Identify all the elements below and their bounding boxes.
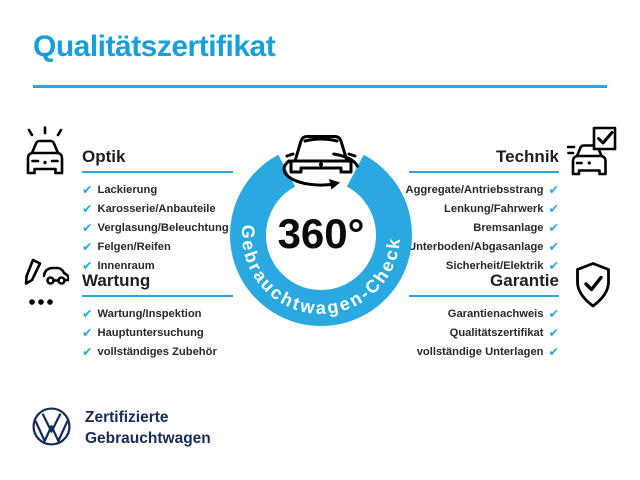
list-item-label: Lackierung [97, 183, 158, 196]
check-icon: ✔ [82, 325, 93, 340]
check-icon: ✔ [548, 344, 559, 359]
list-item [82, 323, 233, 342]
section-underline [82, 171, 233, 173]
section-underline [82, 295, 233, 297]
list-item-label: Bremsanlage [473, 221, 544, 234]
list-item-label: Felgen/Reifen [97, 240, 171, 253]
check-icon: ✔ [548, 182, 559, 197]
section-underline [409, 295, 559, 297]
list-item [82, 180, 233, 199]
footer-brand-text [85, 407, 211, 449]
badge-ring-label: Gebrauchtwagen-Check [237, 224, 405, 319]
list-item-label: Unterboden/Abgasanlage [408, 240, 544, 253]
check-icon: ✔ [548, 220, 559, 235]
page-title: Qualitätszertifikat [33, 30, 276, 63]
shield-check-icon [573, 261, 613, 309]
check-icon: ✔ [82, 306, 93, 321]
check-icon: ✔ [548, 258, 559, 273]
check-icon: ✔ [82, 201, 93, 216]
list-item [387, 342, 559, 361]
list-item [82, 218, 233, 237]
check-icon: ✔ [82, 344, 93, 359]
list-item-label: vollständiges Zubehör [97, 345, 217, 358]
list-item-label: Innenraum [97, 259, 155, 272]
polished-car-icon [24, 126, 66, 178]
check-icon: ✔ [82, 239, 93, 254]
check-icon: ✔ [548, 239, 559, 254]
list-item [82, 199, 233, 218]
section-underline [409, 171, 559, 173]
checklist [82, 304, 233, 361]
list-item [82, 304, 233, 323]
list-item [82, 342, 233, 361]
section-wartung [82, 271, 233, 361]
check-icon: ✔ [82, 220, 93, 235]
list-item-label: Qualitätszertifikat [449, 326, 544, 339]
check-icon: ✔ [548, 201, 559, 216]
list-item-label: Hauptuntersuchung [97, 326, 204, 339]
check-icon: ✔ [82, 258, 93, 273]
header-divider [33, 85, 607, 88]
car-checkbox-icon [567, 126, 617, 178]
badge-center-label: 360° [277, 210, 365, 257]
list-item-label: Sicherheit/Elektrik [445, 259, 544, 272]
check-icon: ✔ [82, 182, 93, 197]
list-item-label: Wartung/Inspektion [97, 307, 202, 320]
list-item-label: Karosserie/Anbauteile [97, 202, 216, 215]
section-optik [82, 147, 233, 275]
list-item [82, 237, 233, 256]
pen-car-checklist-icon [23, 257, 69, 309]
list-item-label: Verglasung/Beleuchtung [97, 221, 229, 234]
list-item-label: Garantienachweis [447, 307, 544, 320]
section-heading: Garantie [490, 271, 559, 290]
list-item-label: vollständige Unterlagen [416, 345, 544, 358]
rotating-car-icon [284, 137, 357, 190]
section-heading: Optik [82, 147, 126, 166]
list-item-label: Lenkung/Fahrwerk [444, 202, 544, 215]
360-check-badge [227, 117, 415, 331]
check-icon: ✔ [548, 325, 559, 340]
footer-line2: Gebrauchtwagen [85, 430, 211, 447]
check-icon: ✔ [548, 306, 559, 321]
footer-line1: Zertifizierte [85, 409, 169, 426]
vw-logo [31, 406, 72, 447]
list-item-label: Aggregate/Antriebsstrang [405, 183, 544, 196]
checklist [82, 180, 233, 275]
section-heading: Technik [496, 147, 559, 166]
section-heading: Wartung [82, 271, 151, 290]
